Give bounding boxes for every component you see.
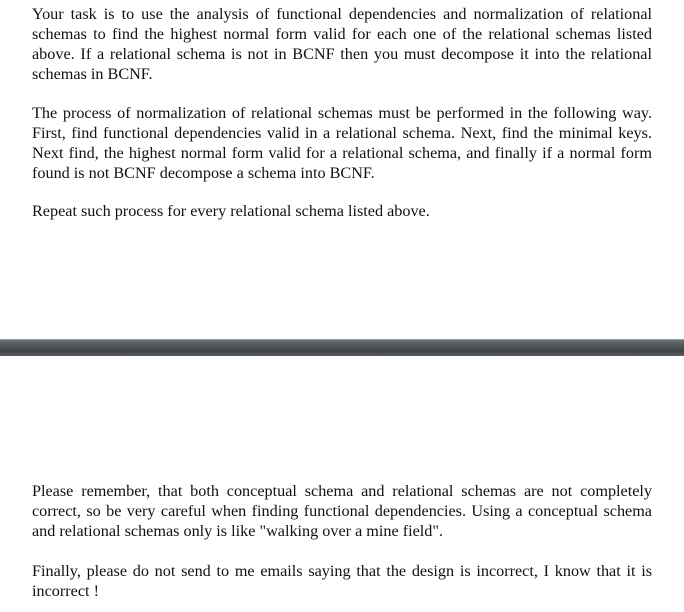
paragraph-repeat: Repeat such process for every relational schema listed above. [32,202,430,220]
paragraph-finally: Finally, please do not send to me emails saying that the design is incorrect, I know that it is incorrect ! [32,562,652,600]
paragraph-remember: Please remember, that both conceptual schema and relational schemas are not completely correct, so be very careful when finding functional dependencies. Using a conceptual schema and relational schemas only is like "walking over a mine field". [32,482,652,540]
paragraph-process: The process of normalization of relational schemas must be performed in the following way. First, find functional dependencies valid in a relational schema. Next, find the minimal keys. Next find, the highest normal form valid for a relational schema, and finally if a normal form found is not BCNF decompose a schema into BCNF. [32,104,652,182]
page-separator [0,340,684,356]
paragraph-task: Your task is to use the analysis of functional dependencies and normalization of relational schemas to find the highest normal form valid for each one of the relational schemas listed above. If a relational schema is not in BCNF then you must decompose it into the relational schemas in BCNF. [32,5,652,83]
